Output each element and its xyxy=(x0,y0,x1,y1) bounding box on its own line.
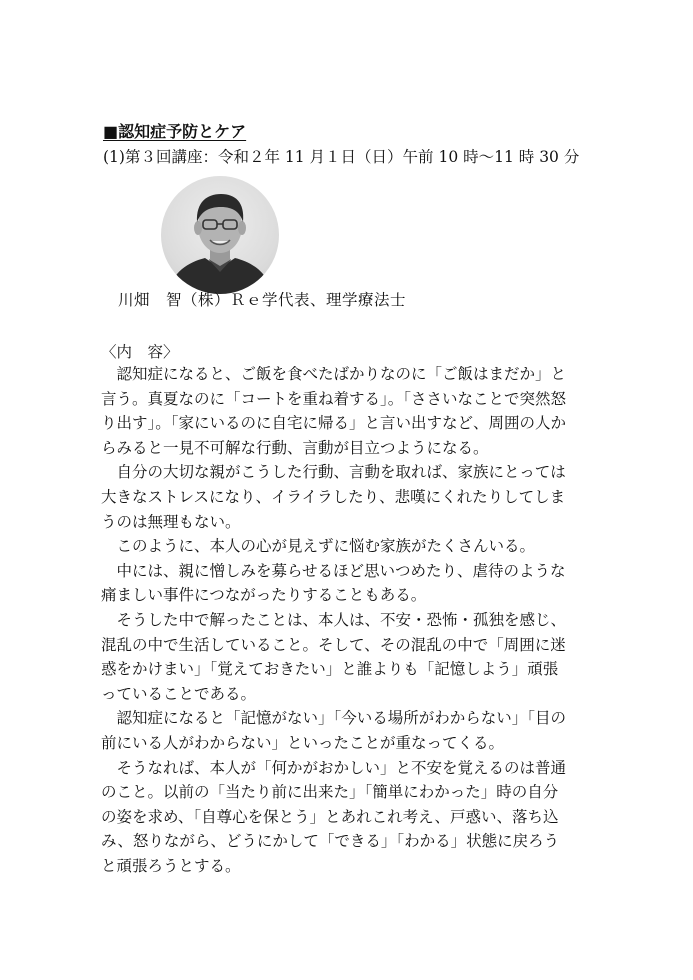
speaker-caption: 川畑 智（株）Ｒｅ学代表、理学療法士 xyxy=(118,291,407,309)
content-line: 痛ましい事件につながったりすることもある。 xyxy=(101,586,427,605)
content-line: そうした中で解ったことは、本人は、不安・恐怖・孤独を感じ、 xyxy=(101,610,567,629)
content-line: 大きなストレスになり、イライラしたり、悲嘆にくれたりしてしま xyxy=(101,487,566,506)
content-line: の姿を求め、「自尊心を保とう」とあれこれ考え、戸惑い、落ち込 xyxy=(101,807,559,826)
content-line: らみると一見不可解な行動、言動が目立つようになる。 xyxy=(101,438,489,457)
content-line: そうなれば、本人が「何かがおかしい」と不安を覚えるのは普通 xyxy=(101,758,567,777)
content-line: 中には、親に憎しみを募らせるほど思いつめたり、虐待のような xyxy=(101,561,566,580)
content-line: このように、本人の心が見えずに悩む家族がたくさんいる。 xyxy=(101,537,536,556)
content-line: 前にいる人がわからない」といったことが重なってくる。 xyxy=(101,733,505,752)
content-line: うのは無理もない。 xyxy=(101,512,241,531)
content-line: 惑をかけまい」「覚えておきたい」と誰よりも「記憶しよう」頑張 xyxy=(101,660,559,679)
content-line: のこと。以前の「当たり前に出来た」「簡単にわかった」時の自分 xyxy=(101,783,559,802)
content-line: 言う。真夏なのに「コートを重ね着する」。「ささいなことで突然怒 xyxy=(101,389,567,408)
speaker-photo xyxy=(161,176,279,294)
content-body xyxy=(101,362,596,878)
content-line: 認知症になると「記憶がない」「今いる場所がわからない」「目の xyxy=(101,709,567,728)
lecture-info: (1)第３回講座：令和２年 11 月１日（日）午前 10 時～11 時 30 分 xyxy=(103,148,580,166)
content-line: 認知症になると、ご飯を食べたばかりなのに「ご飯はまだか」と xyxy=(101,365,567,383)
section-heading: ■認知症予防とケア xyxy=(103,122,247,141)
content-line: 混乱の中で生活していること。そして、その混乱の中で「周囲に迷 xyxy=(101,635,566,654)
speaker-portrait-image xyxy=(161,176,279,294)
content-line: み、怒りながら、どうにかして「できる」「わかる」状態に戻ろう xyxy=(101,832,560,851)
content-line: と頑張ろうとする。 xyxy=(101,856,241,875)
content-line: っていることである。 xyxy=(101,684,257,703)
content-line: 自分の大切な親がこうした行動、言動を取れば、家族にとっては xyxy=(101,463,566,482)
content-label: 〈内 容〉 xyxy=(101,343,179,361)
content-line: り出す」。「家にいるのに自宅に帰る」と言い出すなど、周囲の人か xyxy=(101,414,567,433)
